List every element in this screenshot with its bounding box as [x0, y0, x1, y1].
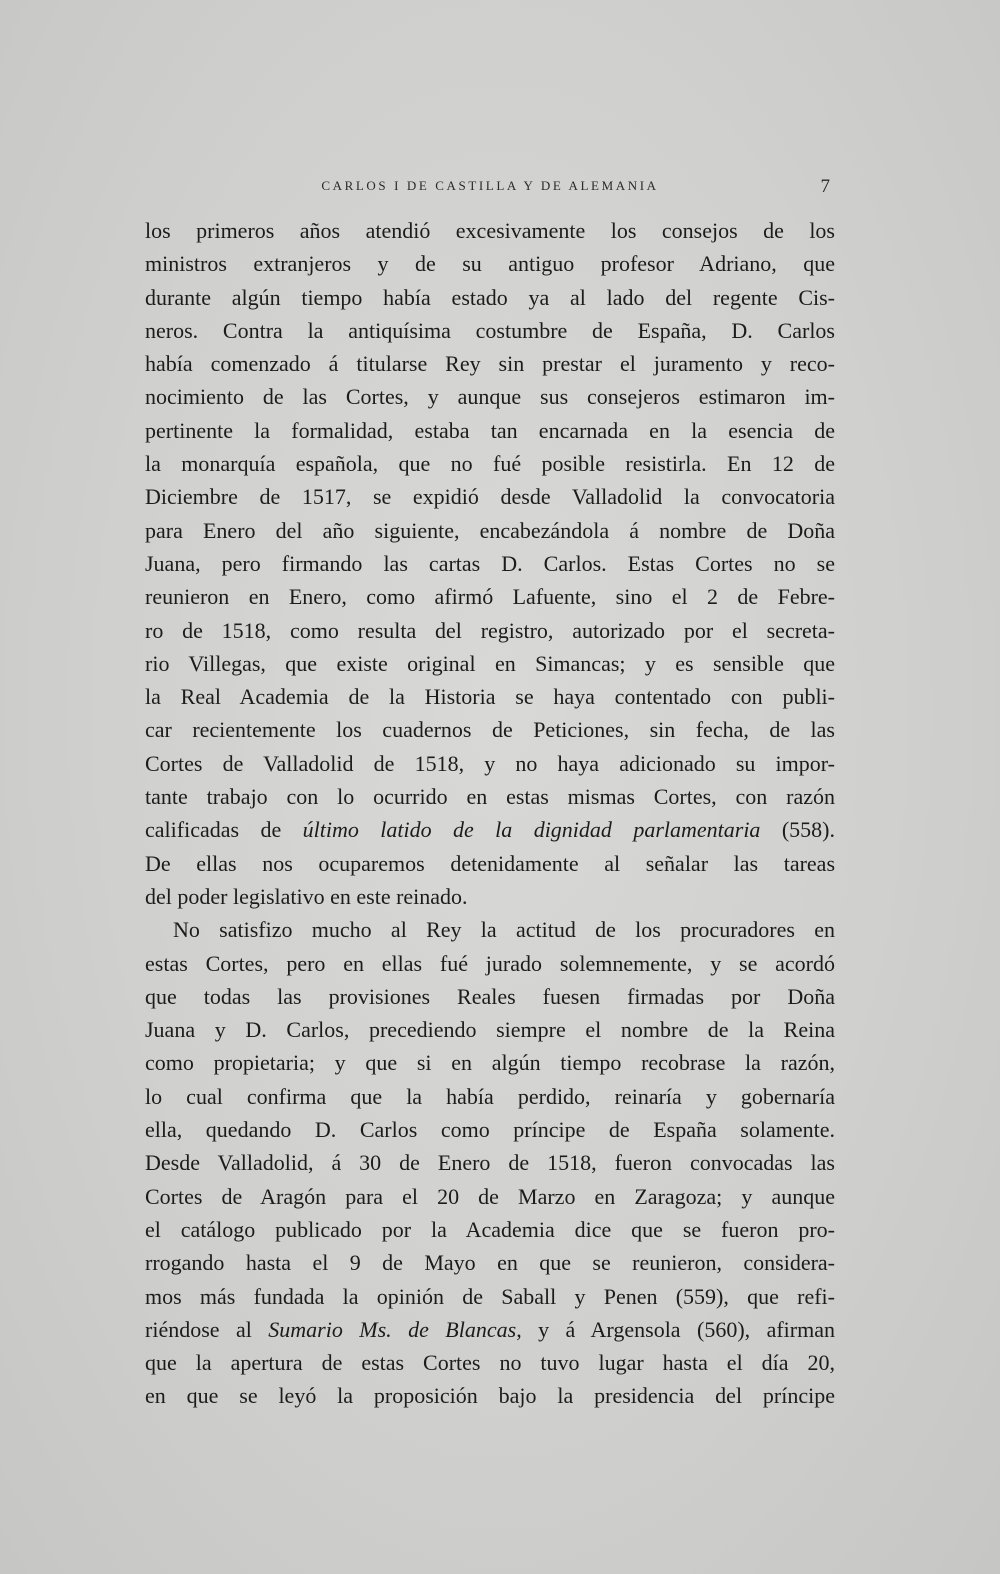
text-segment: (558).: [760, 817, 835, 843]
text-line: lo cual confirma que la había perdido, reinaría y gobernaría: [145, 1083, 835, 1109]
text-line: que la apertura de estas Cortes no tuvo lugar hasta el día 20,: [145, 1350, 835, 1376]
text-line: mos más fundada la opinión de Saball y Penen (559), que refi-: [145, 1283, 835, 1309]
text-line: Diciembre de 1517, se expidió desde Valladolid la convocatoria: [145, 484, 835, 510]
text-line: Cortes de Valladolid de 1518, y no haya adicionado su impor-: [145, 750, 835, 776]
text-line: los primeros años atendió excesivamente los consejos de los: [145, 218, 835, 243]
text-line: De ellas nos ocuparemos detenidamente al señalar las tareas: [145, 850, 835, 876]
text-line: pertinente la formalidad, estaba tan encarnada en la esencia de: [145, 417, 835, 443]
text-line: como propietaria; y que si en algún tiempo recobrase la razón,: [145, 1050, 835, 1076]
text-line: había comenzado á titularse Rey sin prestar el juramento y reco-: [145, 351, 835, 377]
running-title: CARLOS I DE CASTILLA Y DE ALEMANIA: [321, 178, 659, 193]
text-line: tante trabajo con lo ocurrido en estas mismas Cortes, con razón: [145, 784, 835, 810]
text-line: nocimiento de las Cortes, y aunque sus consejeros estimaron im-: [145, 384, 835, 410]
text-line: en que se leyó la proposición bajo la presidencia del príncipe: [145, 1383, 835, 1409]
text-line: la Real Academia de la Historia se haya contentado con publi-: [145, 684, 835, 710]
text-line: estas Cortes, pero en ellas fué jurado solemnemente, y se acordó: [145, 950, 835, 976]
text-segment: calificadas de: [145, 817, 303, 843]
text-line: Juana y D. Carlos, precediendo siempre el nombre de la Reina: [145, 1017, 835, 1043]
text-line: rrogando hasta el 9 de Mayo en que se reunieron, considera-: [145, 1250, 835, 1276]
text-line: Cortes de Aragón para el 20 de Marzo en Zaragoza; y aunque: [145, 1183, 835, 1209]
text-line: ministros extranjeros y de su antiguo profesor Adriano, que: [145, 251, 835, 277]
italic-phrase: Sumario Ms. de Blancas: [268, 1316, 517, 1342]
page-number: 7: [820, 176, 830, 197]
text-line: la monarquía española, que no fué posible resistirla. En 12 de: [145, 451, 835, 477]
paragraph-end-line: del poder legislativo en este reinado.: [145, 883, 468, 909]
text-line: neros. Contra la antiquísima costumbre de España, D. Carlos: [145, 317, 835, 343]
text-line: rio Villegas, que existe original en Simancas; y es sensible que: [145, 650, 835, 676]
text-line: el catálogo publicado por la Academia dice que se fueron pro-: [145, 1216, 835, 1242]
text-line: Desde Valladolid, á 30 de Enero de 1518, fueron convocadas las: [145, 1150, 835, 1176]
text-line: ro de 1518, como resulta del registro, autorizado por el secreta-: [145, 617, 835, 643]
text-line: reunieron en Enero, como afirmó Lafuente, sino el 2 de Febre-: [145, 584, 835, 610]
text-line: Juana, pero firmando las cartas D. Carlos. Estas Cortes no se: [145, 550, 835, 576]
text-line: car recientemente los cuadernos de Peticiones, sin fecha, de las: [145, 717, 835, 743]
text-line: ella, quedando D. Carlos como príncipe de España solamente.: [145, 1117, 835, 1143]
paragraph-start-line: No satisfizo mucho al Rey la actitud de los procuradores en: [173, 917, 835, 943]
text-line: durante algún tiempo había estado ya al lado del regente Cis-: [145, 284, 835, 310]
text-line-with-italic: [145, 813, 835, 846]
body-text: [145, 214, 835, 1413]
italic-phrase: último latido de la dignidad parlamentaria: [302, 817, 761, 843]
running-head: [150, 178, 830, 202]
text-segment: , y á Argensola (560), afirman: [516, 1316, 835, 1342]
text-line-with-italic: [145, 1313, 835, 1346]
text-segment: riéndose al: [145, 1316, 269, 1342]
text-line: para Enero del año siguiente, encabezándola á nombre de Doña: [145, 517, 835, 543]
text-line: que todas las provisiones Reales fuesen firmadas por Doña: [145, 983, 835, 1009]
